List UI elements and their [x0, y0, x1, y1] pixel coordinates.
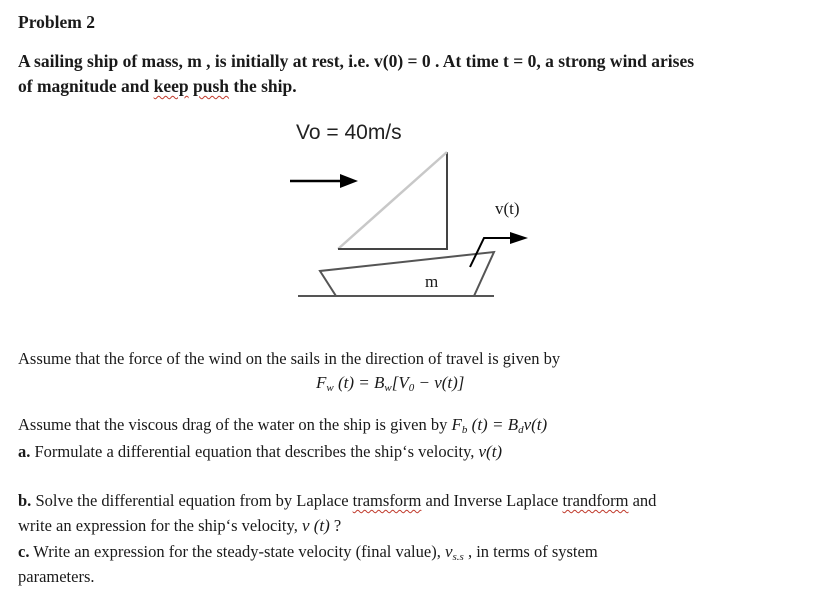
wind-arrow-icon	[290, 174, 358, 188]
wind-eq-mid: (t) = B	[333, 373, 385, 392]
part-b-line-1	[18, 491, 656, 511]
part-a-label: a.	[18, 442, 31, 461]
intro-line-2-post: the ship.	[229, 76, 297, 96]
sail	[338, 152, 447, 249]
wind-eq-end: − v(t)]	[414, 373, 465, 392]
part-b-var: v (t)	[301, 516, 330, 535]
spell-flag-keep: keep	[153, 76, 189, 96]
part-c-var-sub: s.s	[452, 551, 464, 563]
part-c-line-2: parameters.	[18, 567, 95, 586]
drag-B: B	[507, 415, 519, 434]
part-c-line-1	[18, 542, 598, 563]
wind-force-equation	[316, 373, 464, 394]
part-c-text-post: , in terms of system	[463, 542, 598, 561]
velocity-label: v(t)	[495, 199, 520, 218]
wind-V-sub: 0	[408, 382, 415, 394]
sailboat-diagram	[280, 140, 540, 305]
spell-flag-trandform: trandform	[562, 491, 629, 510]
problem-heading: Problem 2	[18, 12, 95, 32]
drag-F: F	[451, 415, 462, 434]
part-b-text-pre: Solve the differential equation from by Laplace	[31, 491, 353, 510]
wind-force-sentence: Assume that the force of the wind on the sails in the direction of travel is given by	[18, 349, 561, 368]
wind-bracket-open: [V	[391, 373, 409, 392]
drag-F-sub: b	[461, 424, 468, 436]
wind-F: F	[316, 373, 327, 392]
spell-flag-push: push	[193, 76, 230, 96]
drag-sentence: Assume that the viscous drag of the water on the ship is given by	[18, 415, 452, 434]
drag-equation	[452, 415, 548, 434]
part-b-text-mid: and Inverse Laplace	[421, 491, 563, 510]
drag-B-sub: d	[518, 424, 524, 436]
intro-line-1: A sailing ship of mass, m , is initially at rest, i.e. v(0) = 0 . At time t = 0, a strong wind arises	[18, 51, 695, 71]
part-b-text-post: and	[628, 491, 657, 510]
part-b-line-2-post: ?	[329, 516, 342, 535]
hull	[320, 252, 494, 296]
wind-B-sub: w	[384, 382, 392, 394]
drag-eq-mid: (t) =	[467, 415, 508, 434]
drag-line	[18, 415, 547, 436]
part-a-var: v(t)	[478, 442, 503, 461]
part-b-label: b.	[18, 491, 32, 510]
intro-line-2	[18, 76, 297, 97]
part-c-text-pre: Write an expression for the steady-state velocity (final value),	[29, 542, 445, 561]
part-b-line-2-pre: write an expression for the ship‘s velocity,	[18, 516, 302, 535]
part-b-line-2	[18, 516, 341, 536]
part-c-var: v	[444, 542, 453, 561]
drag-eq-end: v(t)	[523, 415, 548, 434]
wind-F-sub: w	[326, 382, 334, 394]
velocity-arrow-icon	[470, 232, 528, 267]
spell-flag-tramsform: tramsform	[352, 491, 422, 510]
mass-label: m	[425, 272, 439, 291]
part-a-text: Formulate a differential equation that describes the ship‘s velocity,	[30, 442, 479, 461]
part-c-label: c.	[18, 542, 30, 561]
part-a	[18, 442, 502, 462]
wind-speed-label: Vo = 40m/s	[296, 121, 402, 144]
intro-line-2-pre: of magnitude and	[18, 76, 154, 96]
